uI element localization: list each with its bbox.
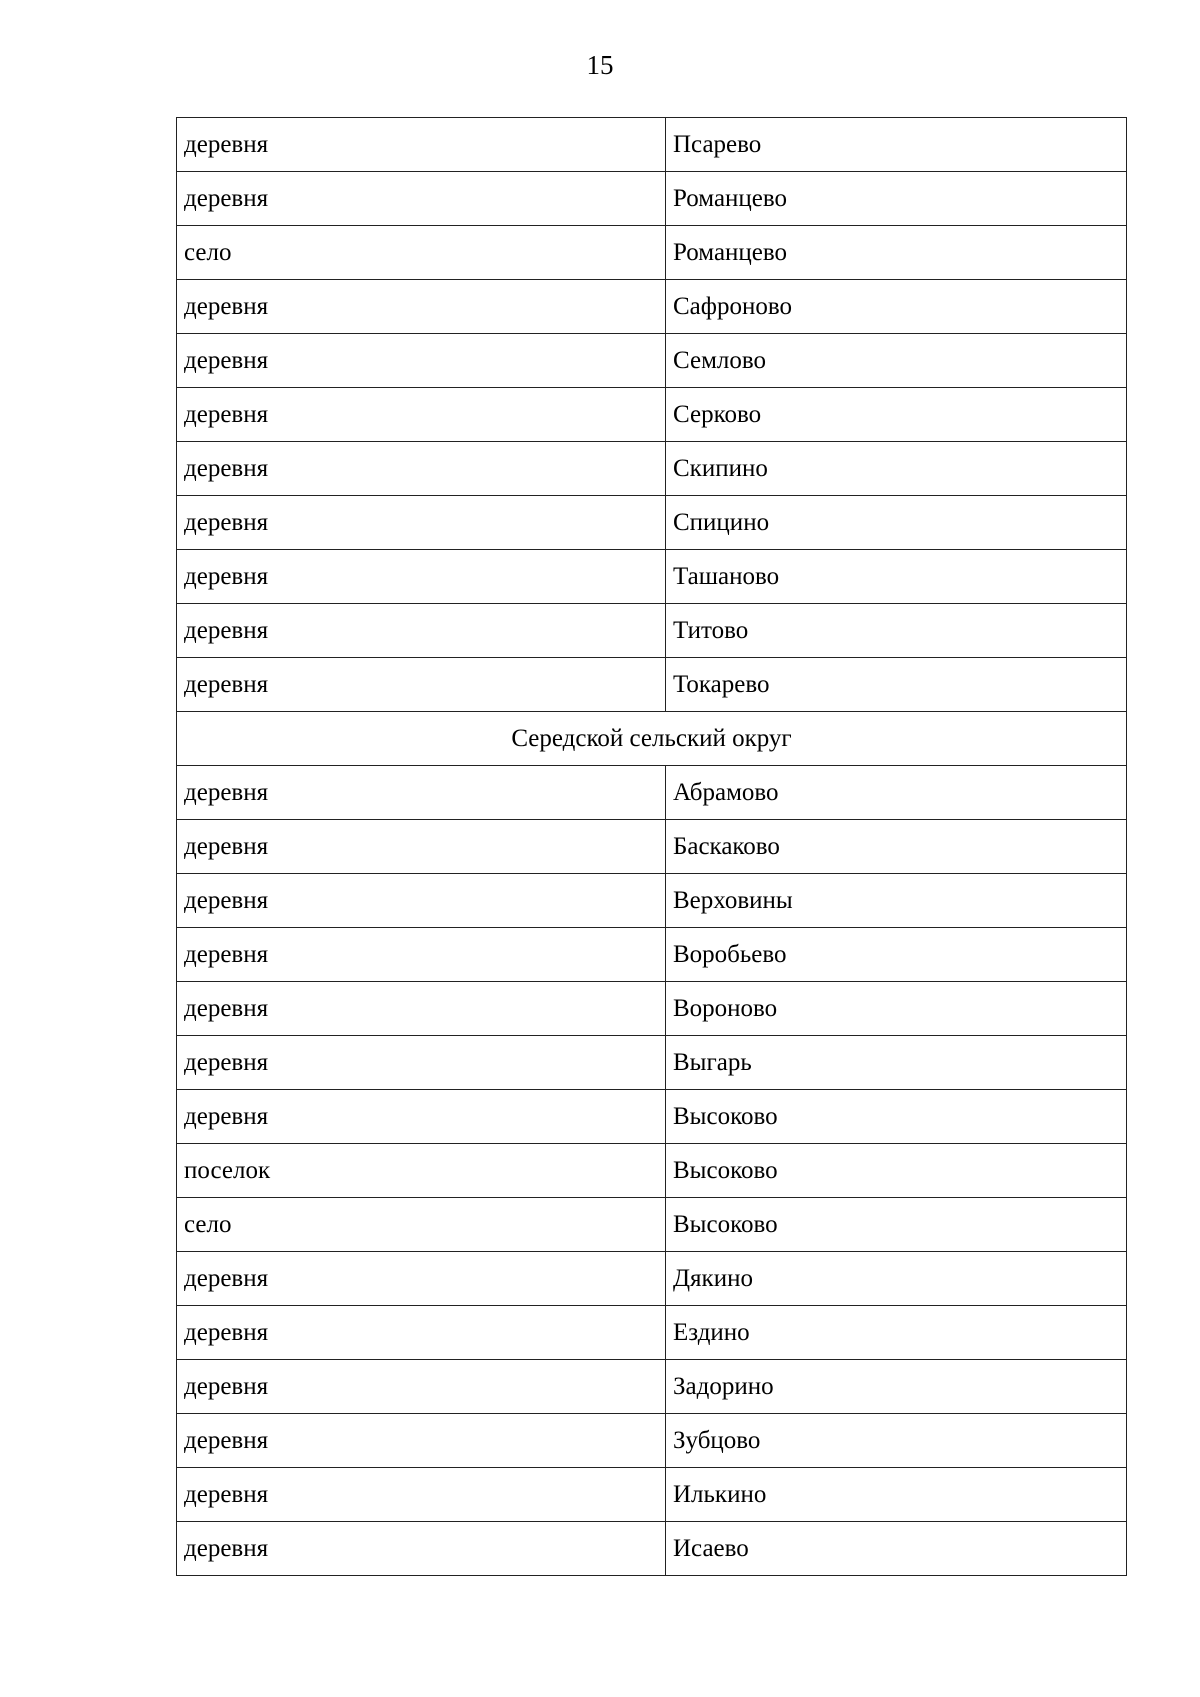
settlement-type-cell: деревня xyxy=(177,1252,666,1306)
settlement-type-cell: деревня xyxy=(177,118,666,172)
settlement-name-cell: Вороново xyxy=(666,982,1127,1036)
settlement-type-cell: деревня xyxy=(177,1090,666,1144)
settlement-type-cell: деревня xyxy=(177,172,666,226)
settlement-name-cell: Абрамово xyxy=(666,766,1127,820)
settlement-name-cell: Спицино xyxy=(666,496,1127,550)
table-row xyxy=(177,928,1127,982)
settlement-type-cell: деревня xyxy=(177,496,666,550)
settlement-name-cell: Романцево xyxy=(666,226,1127,280)
table-row xyxy=(177,982,1127,1036)
settlement-type-cell: деревня xyxy=(177,658,666,712)
table-row xyxy=(177,118,1127,172)
settlement-type-cell: деревня xyxy=(177,1522,666,1576)
section-header-cell: Середской сельский округ xyxy=(177,712,1127,766)
table-row xyxy=(177,1360,1127,1414)
table-row xyxy=(177,604,1127,658)
table-row xyxy=(177,1036,1127,1090)
settlements-table xyxy=(176,117,1127,1576)
table-row xyxy=(177,874,1127,928)
settlement-type-cell: деревня xyxy=(177,442,666,496)
settlement-type-cell: деревня xyxy=(177,604,666,658)
settlement-type-cell: деревня xyxy=(177,1360,666,1414)
settlement-name-cell: Илькино xyxy=(666,1468,1127,1522)
table-row xyxy=(177,388,1127,442)
settlement-type-cell: деревня xyxy=(177,550,666,604)
settlement-name-cell: Дякино xyxy=(666,1252,1127,1306)
settlement-name-cell: Семлово xyxy=(666,334,1127,388)
settlement-name-cell: Выгарь xyxy=(666,1036,1127,1090)
settlement-name-cell: Задорино xyxy=(666,1360,1127,1414)
table-row xyxy=(177,172,1127,226)
settlement-name-cell: Высоково xyxy=(666,1144,1127,1198)
settlement-name-cell: Воробьево xyxy=(666,928,1127,982)
table-row xyxy=(177,1306,1127,1360)
section-row xyxy=(177,712,1127,766)
table-row xyxy=(177,658,1127,712)
table-row xyxy=(177,1252,1127,1306)
settlement-type-cell: деревня xyxy=(177,388,666,442)
settlement-type-cell: деревня xyxy=(177,820,666,874)
table-row xyxy=(177,550,1127,604)
settlement-name-cell: Ташаново xyxy=(666,550,1127,604)
settlement-name-cell: Серково xyxy=(666,388,1127,442)
settlement-type-cell: деревня xyxy=(177,928,666,982)
settlement-type-cell: деревня xyxy=(177,1468,666,1522)
page-number: 15 xyxy=(586,50,614,80)
settlement-name-cell: Скипино xyxy=(666,442,1127,496)
settlement-name-cell: Высоково xyxy=(666,1198,1127,1252)
table-row xyxy=(177,226,1127,280)
table-row xyxy=(177,334,1127,388)
table-row xyxy=(177,280,1127,334)
settlement-type-cell: поселок xyxy=(177,1144,666,1198)
settlement-type-cell: деревня xyxy=(177,766,666,820)
settlement-name-cell: Романцево xyxy=(666,172,1127,226)
settlement-type-cell: село xyxy=(177,226,666,280)
settlement-type-cell: деревня xyxy=(177,280,666,334)
settlements-table-body xyxy=(177,118,1127,1576)
settlement-name-cell: Верховины xyxy=(666,874,1127,928)
settlement-name-cell: Исаево xyxy=(666,1522,1127,1576)
table-row xyxy=(177,496,1127,550)
settlement-type-cell: деревня xyxy=(177,1414,666,1468)
settlement-type-cell: деревня xyxy=(177,982,666,1036)
table-row xyxy=(177,1144,1127,1198)
settlement-name-cell: Баскаково xyxy=(666,820,1127,874)
settlement-name-cell: Сафроново xyxy=(666,280,1127,334)
settlement-type-cell: деревня xyxy=(177,874,666,928)
table-row xyxy=(177,1468,1127,1522)
settlement-name-cell: Токарево xyxy=(666,658,1127,712)
settlement-name-cell: Титово xyxy=(666,604,1127,658)
table-row xyxy=(177,1522,1127,1576)
table-row xyxy=(177,1090,1127,1144)
settlement-name-cell: Ездино xyxy=(666,1306,1127,1360)
settlement-type-cell: село xyxy=(177,1198,666,1252)
table-row xyxy=(177,820,1127,874)
table-row xyxy=(177,442,1127,496)
settlement-type-cell: деревня xyxy=(177,1306,666,1360)
settlement-name-cell: Зубцово xyxy=(666,1414,1127,1468)
table-row xyxy=(177,766,1127,820)
table-row xyxy=(177,1414,1127,1468)
settlement-type-cell: деревня xyxy=(177,334,666,388)
table-row xyxy=(177,1198,1127,1252)
settlement-name-cell: Псарево xyxy=(666,118,1127,172)
settlement-type-cell: деревня xyxy=(177,1036,666,1090)
settlement-name-cell: Высоково xyxy=(666,1090,1127,1144)
